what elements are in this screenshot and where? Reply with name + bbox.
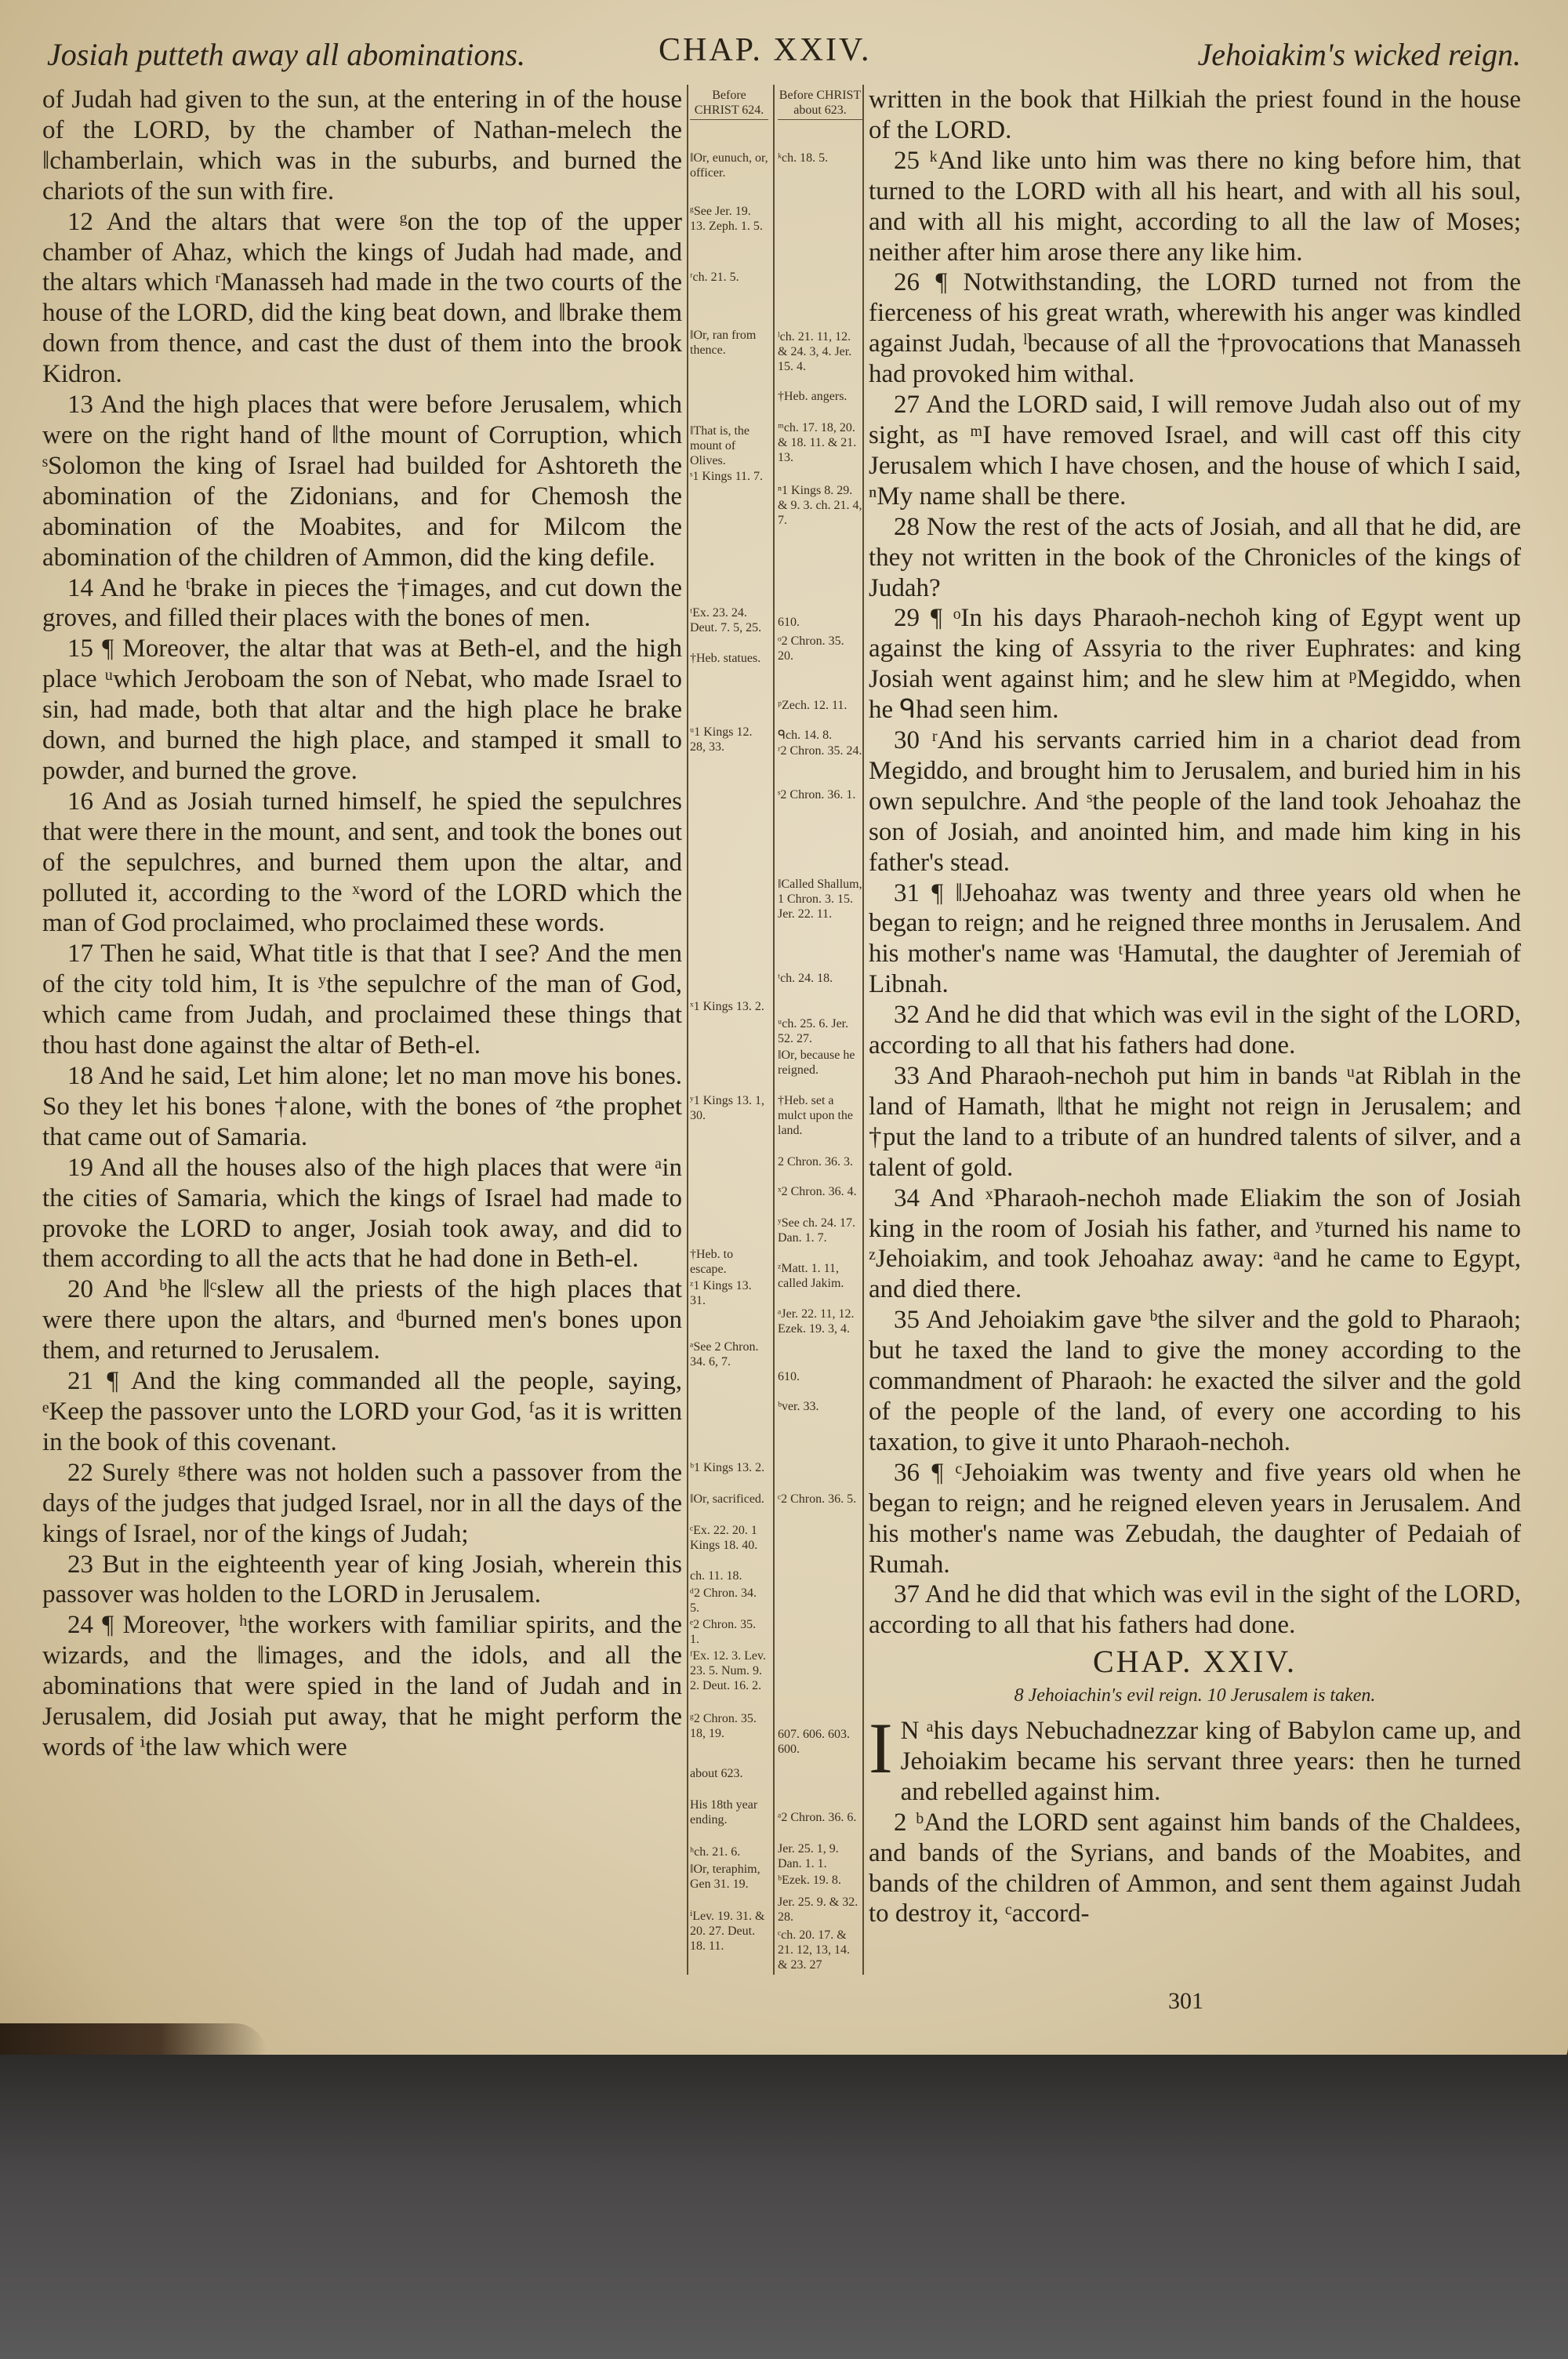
era-date: about 623. — [690, 1767, 743, 1780]
column-rule — [687, 85, 688, 1975]
cross-reference: ᵇ1 Kings 13. 2. — [690, 1461, 765, 1474]
cross-reference: ᵉ2 Chron. 35. 1. — [690, 1618, 757, 1646]
running-head-right: Jehoiakim's wicked reign. — [1197, 37, 1521, 72]
cross-reference: ᵒ2 Chron. 35. 20. — [778, 634, 844, 663]
left-text-column — [42, 85, 682, 1763]
cross-reference: ᑫch. 14. 8. — [778, 729, 833, 742]
cross-reference: ‖That is, the mount of Olives. — [690, 424, 750, 467]
verse-text: of Judah had given to the sun, at the entering in of the house of the LORD, by the chamber of Nathan-melech the ‖chamberlain, which was in the suburbs, and burned the chariots of the sun with fire. — [42, 85, 682, 205]
verse-text: N ᵃhis days Nebuchadnezzar king of Babylon came up, and Jehoiakim became his servant three years: then he turned and rebelled against him. — [900, 1717, 1521, 1806]
cross-reference: ᵖZech. 12. 11. — [778, 699, 848, 712]
cross-reference: 2 Chron. 36. 3. — [778, 1155, 853, 1169]
verse-text: 37 And he did that which was evil in the sight of the LORD, according to all that his fathers had done. — [869, 1580, 1521, 1640]
verse-text: 28 Now the rest of the acts of Josiah, and all that he did, are they not written in the book of the Chronicles of the kings of Judah? — [869, 512, 1521, 602]
page-number: 301 — [1168, 1988, 1203, 2014]
cross-reference: ˣ1 Kings 13. 2. — [690, 1000, 764, 1013]
verse-text: 21 ¶ And the king commanded all the people, saying, ᵉKeep the passover unto the LORD your God, ᶠas it is written in the book of this covenant. — [42, 1367, 682, 1456]
cross-reference: ˢ2 Chron. 36. 1. — [778, 788, 856, 801]
cross-reference: ᵗEx. 23. 24. Deut. 7. 5, 25. — [690, 606, 762, 634]
chapter-summary: 8 Jehoiachin's evil reign. 10 Jerusalem is taken. — [1014, 1685, 1376, 1707]
cross-reference: ᵗch. 24. 18. — [778, 972, 833, 985]
cross-reference: ‖Or, sacrificed. — [690, 1492, 764, 1506]
verse-text: 20 And ᵇhe ‖ᶜslew all the priests of the high places that were there upon the altars, and ᵈburned men's bones upon them, and returned to Jerusalem. — [42, 1275, 682, 1365]
cross-reference: ᵏch. 18. 5. — [778, 151, 829, 165]
cross-reference: ˡch. 21. 11, 12. & 24. 3, 4. Jer. 15. 4. — [778, 330, 852, 373]
verse-text: 35 And Jehoiakim gave ᵇthe silver and the gold to Pharaoh; but he taxed the land to give the money according to the commandment of Pharaoh: he exacted the silver and the gold of the people of the land, of every one according to his taxation, to give it unto Pharaoh-nechoh. — [869, 1306, 1521, 1456]
verse-text: 30 ʳAnd his servants carried him in a chariot dead from Megiddo, and brought him to Jerusalem, and buried him in his own sepulchre. And ˢthe people of the land took Jehoahaz the son of Josiah, and anointed him, and made him king in his father's stead. — [869, 726, 1521, 877]
era-date: 610. — [778, 1370, 800, 1383]
verse-text: 12 And the altars that were ᵍon the top of the upper chamber of Ahaz, which the kings of Judah had made, and the altars which ʳManasseh had made in the two courts of the house of the LORD, did the king beat down, and ‖brake them down from thence, and cast the dust of them into the brook Kidron. — [42, 207, 682, 389]
cross-reference: ʳch. 21. 5. — [690, 271, 739, 284]
cross-reference: ᵃ2 Chron. 36. 6. — [778, 1811, 857, 1824]
cross-reference: ‖Or, eunuch, or, officer. — [690, 151, 768, 180]
cross-reference: ˢ1 Kings 11. 7. — [690, 470, 764, 483]
verse-text: 36 ¶ ᶜJehoiakim was twenty and five years old when he began to reign; and he reigned eleven years in Jerusalem. And his mother's name was Zebudah, the daughter of Pedaiah of Rumah. — [869, 1458, 1521, 1579]
cross-reference: ⁱLev. 19. 31. & 20. 27. Deut. 18. 11. — [690, 1910, 765, 1953]
running-head — [47, 31, 1521, 78]
cross-reference: ʸSee ch. 24. 17. Dan. 1. 7. — [778, 1216, 855, 1245]
verse-text: 14 And he ᵗbrake in pieces the †images, and cut down the groves, and filled their places with the bones of men. — [42, 573, 682, 633]
cross-reference: †Heb. set a mulct upon the land. — [778, 1094, 853, 1137]
verse-text: 15 ¶ Moreover, the altar that was at Beth-el, and the high place ᵘwhich Jeroboam the son of Nebat, who made Israel to sin, had made, both that altar and the high place he brake down, and burned the high place, and stamped it small to powder, and burned the grove. — [42, 634, 682, 785]
verse-text: 22 Surely ᵍthere was not holden such a passover from the days of the judges that judged Israel, nor in all the days of the kings of Israel, nor of the kings of Judah; — [42, 1458, 682, 1548]
verse-text: 26 ¶ Notwithstanding, the LORD turned not from the fierceness of his great wrath, wherewith his anger was kindled against Judah, ˡbecause of all the †provocations that Manasseh had provoked him withal. — [869, 268, 1521, 389]
verse-text: 32 And he did that which was evil in the sight of the LORD, according to all that his fathers had done. — [869, 1001, 1521, 1060]
verse-text: 2 ᵇAnd the LORD sent against him bands of the Chaldees, and bands of the Syrians, and bands of the Moabites, and bands of the children of Ammon, and sent them against Judah to destroy it, ᶜaccord- — [869, 1808, 1521, 1928]
cross-reference: ᵍSee Jer. 19. 13. Zeph. 1. 5. — [690, 205, 763, 233]
cross-reference: ᵃJer. 22. 11, 12. Ezek. 19. 3, 4. — [778, 1307, 855, 1336]
verse-text: 23 But in the eighteenth year of king Josiah, wherein this passover was holden to the LORD in Jerusalem. — [42, 1550, 682, 1609]
marginal-references-right — [778, 88, 862, 1972]
cross-reference: ‖Or, ran from thence. — [690, 329, 757, 357]
verse-text: 13 And the high places that were before Jerusalem, which were on the right hand of ‖the mount of Corruption, which ˢSolomon the king of Israel had builded for Ashtoreth the abomination of the Zidonians, and for Chemosh the abomination of the Moabites, and for Milcom the abomination of the children of Ammon, did the king defile. — [42, 391, 682, 572]
verse-text: 31 ¶ ‖Jehoahaz was twenty and three years old when he began to reign; and he reigned three months in Jerusalem. And his mother's name was ᵗHamutal, the daughter of Jeremiah of Libnah. — [869, 878, 1521, 999]
cross-reference: ᵇver. 33. — [778, 1400, 819, 1413]
era-date: Before CHRIST about 623. — [778, 88, 862, 120]
table-surface — [0, 2055, 1568, 2359]
verse-text: 34 And ˣPharaoh-nechoh made Eliakim the son of Josiah king in the room of Josiah his father, and ʸturned his name to ᶻJehoiakim, and took Jehoahaz away: ᵃand he came to Egypt, and died there. — [869, 1183, 1521, 1304]
cross-reference: ᵈ2 Chron. 34. 5. — [690, 1587, 757, 1615]
column-rule — [862, 85, 864, 1975]
cross-reference: His 18th year ending. — [690, 1798, 758, 1826]
cross-reference: ᵘch. 25. 6. Jer. 52. 27. — [778, 1017, 849, 1045]
verse-text: 27 And the LORD said, I will remove Judah also out of my sight, as ᵐI have removed Israel, and will cast off this city Jerusalem which I have chosen, and the house of which I said, ⁿMy name shall be there. — [869, 391, 1521, 511]
cross-reference: ᶜ2 Chron. 36. 5. — [778, 1492, 857, 1506]
cross-reference: ʰch. 21. 6. — [690, 1845, 741, 1859]
verse-text: 25 ᵏAnd like unto him was there no king before him, that turned to the LORD with all his heart, and with all his soul, and with all his might, according to all the law of Moses; neither after him arose there any like him. — [869, 146, 1521, 267]
cross-reference: ᶻMatt. 1. 11, called Jakim. — [778, 1262, 844, 1290]
cross-reference: ᶠEx. 12. 3. Lev. 23. 5. Num. 9. 2. Deut. 16. 2. — [690, 1649, 766, 1692]
cross-reference: Jer. 25. 9. & 32. 28. — [778, 1896, 858, 1924]
cross-reference: ch. 11. 18. — [690, 1569, 742, 1583]
cross-reference: ᶜEx. 22. 20. 1 Kings 18. 40. — [690, 1524, 758, 1552]
verse-text: 24 ¶ Moreover, ʰthe workers with familiar spirits, and the wizards, and the ‖images, and the idols, and all the abominations that were spied in the land of Judah and in Jerusalem, did Josiah put away, that he might perform the words of ⁱthe law which were — [42, 1611, 682, 1761]
right-text-column — [869, 85, 1521, 1929]
verse-text: 29 ¶ ᵒIn his days Pharaoh-nechoh king of Egypt went up against the king of Assyria to the river Euphrates: and king Josiah went against him; and he slew him at ᵖMegiddo, when he ᑫhad seen him. — [869, 604, 1521, 725]
running-head-left: Josiah putteth away all abominations. — [47, 37, 525, 72]
cross-reference: ʸ1 Kings 13. 1, 30. — [690, 1094, 764, 1122]
cross-reference: ˣ2 Chron. 36. 4. — [778, 1185, 857, 1198]
cross-reference: †Heb. to escape. — [690, 1248, 734, 1276]
verse-text — [869, 1708, 1521, 1808]
cross-reference: ᵃSee 2 Chron. 34. 6, 7. — [690, 1340, 759, 1369]
column-rule — [773, 85, 775, 1975]
cross-reference: ‖Or, because he reigned. — [778, 1049, 855, 1077]
drop-cap: I — [869, 1708, 893, 1789]
cross-reference: ᶻ1 Kings 13. 31. — [690, 1279, 752, 1307]
marginal-references-left — [690, 88, 768, 1953]
verse-text: 17 Then he said, What title is that that I see? And the men of the city told him, It is ʸthe sepulchre of the man of God, which came from Judah, and proclaimed these things that thou hast done against the altar of Beth-el. — [42, 940, 682, 1060]
verse-text: 16 And as Josiah turned himself, he spied the sepulchres that were there in the mount, and sent, and took the bones out of the sepulchres, and burned them upon the altar, and polluted it, according to the ˣword of the LORD which the man of God proclaimed, who proclaimed these words. — [42, 787, 682, 938]
verse-text: 19 And all the houses also of the high places that were ᵃin the cities of Samaria, which the kings of Israel had made to provoke the LORD to anger, Josiah took away, and did to them according to all the acts that he had done in Beth-el. — [42, 1153, 682, 1274]
cross-reference: †Heb. angers. — [778, 390, 848, 403]
cross-reference: †Heb. statues. — [690, 652, 761, 665]
cross-reference: ᵘ1 Kings 12. 28, 33. — [690, 725, 753, 754]
cross-reference: ᶜch. 20. 17. & 21. 12, 13, 14. & 23. 27 — [778, 1928, 850, 1972]
cross-reference: ʳ2 Chron. 35. 24. — [778, 744, 862, 758]
cross-reference: ᵐch. 17. 18, 20. & 18. 11. & 21. 13. — [778, 421, 857, 464]
cross-reference: ᵍ2 Chron. 35. 18, 19. — [690, 1712, 757, 1740]
chapter-heading: CHAP. XXIV. — [1092, 1644, 1298, 1680]
verse-text: written in the book that Hilkiah the priest found in the house of the LORD. — [869, 85, 1521, 144]
verse-text: 33 And Pharaoh-nechoh put him in bands ᵘat Riblah in the land of Hamath, ‖that he might not reign in Jerusalem; and †put the land to a tribute of an hundred talents of silver, and a talent of gold. — [869, 1062, 1521, 1182]
era-date: 607. 606. 603. 600. — [778, 1728, 850, 1756]
era-date: 610. — [778, 616, 800, 629]
cross-reference: ⁿ1 Kings 8. 29. & 9. 3. ch. 21. 4, 7. — [778, 484, 862, 527]
era-date: Before CHRIST 624. — [690, 88, 768, 120]
running-head-chapter: CHAP. XXIV. — [659, 32, 872, 68]
cross-reference: ‖Called Shallum, 1 Chron. 3. 15. Jer. 22. 11. — [778, 878, 862, 921]
verse-text: 18 And he said, Let him alone; let no man move his bones. So they let his bones †alone, with the bones of ᶻthe prophet that came out of Samaria. — [42, 1062, 682, 1151]
cross-reference: ‖Or, teraphim, Gen 31. 19. — [690, 1863, 760, 1891]
cross-reference: Jer. 25. 1, 9. Dan. 1. 1. — [778, 1842, 839, 1870]
cross-reference: ᵇEzek. 19. 8. — [778, 1874, 841, 1887]
